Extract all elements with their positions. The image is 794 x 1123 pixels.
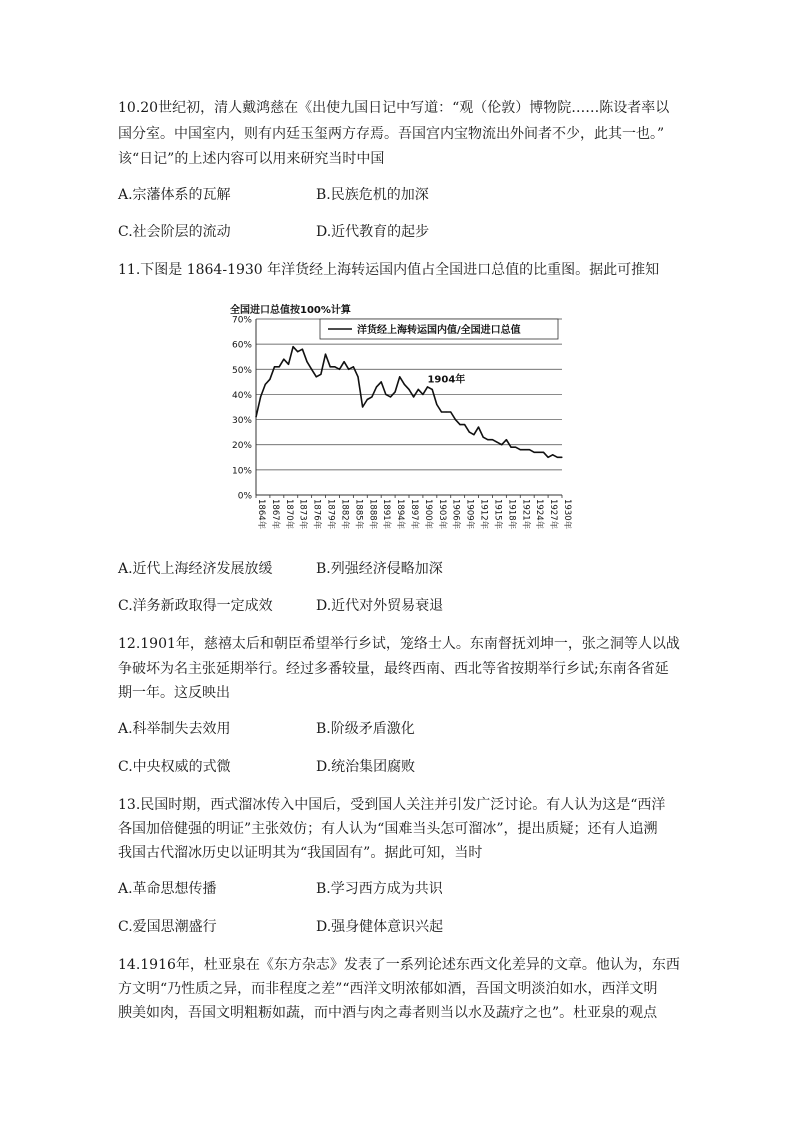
data-point-1873 [297,351,298,352]
data-point-1878 [320,374,321,375]
data-point-1913 [483,437,484,438]
data-point-1865 [260,396,261,397]
data-point-1922 [524,449,525,450]
data-point-1920 [515,447,516,448]
data-point-1929 [557,457,558,458]
x-tick-label: 1918年 [506,499,517,530]
q12-option-b: B.阶级矛盾激化 [316,721,415,737]
q10-option-d: D.近代教育的起步 [316,224,430,240]
data-point-1890 [376,386,377,387]
data-point-1885 [353,366,354,367]
data-point-1918 [506,439,507,440]
data-point-1874 [302,349,303,350]
x-tick-label: 1891年 [381,499,392,530]
data-point-1882 [339,369,340,370]
data-point-1898 [413,396,414,397]
data-point-1876 [311,369,312,370]
data-point-1905 [445,411,446,412]
q10-stem-line-3: 该“日记”的上述内容可以用来研究当时中国 [118,151,385,167]
data-point-1866 [265,384,266,385]
y-axis-tick-labels [232,316,252,502]
data-point-1883 [343,361,344,362]
x-tick-label: 1876年 [311,499,322,530]
data-point-1909 [464,424,465,425]
x-tick-label: 1870年 [283,499,294,530]
chart-title: 全国进口总值按100%计算 [230,305,351,316]
data-point-1886 [357,376,358,377]
data-point-1906 [450,411,451,412]
q12-stem-line-3: 期一年。这反映出 [118,685,230,701]
data-point-1919 [510,447,511,448]
q11-option-c: C.洋务新政取得一定成效 [118,598,273,614]
chart-legend [320,319,558,339]
data-point-1867 [269,379,270,380]
data-point-1889 [371,396,372,397]
q14-stem-line-3: 腴美如肉，吾国文明粗粝如蔬，而中酒与肉之毒者则当以水及蔬疗之也”。杜亚泉的观点 [118,1005,658,1021]
data-point-1930 [561,457,562,458]
data-point-1899 [418,389,419,390]
data-point-1904 [441,411,442,412]
data-point-1914 [487,439,488,440]
data-point-1869 [279,366,280,367]
x-tick-label: 1912年 [478,499,489,530]
data-point-1900 [422,394,423,395]
q13-option-c: C.爱国思潮盛行 [118,919,217,935]
q12-option-a: A.科举制失去效用 [118,721,231,737]
data-point-1921 [520,449,521,450]
q10-stem-line-1: 10.20世纪初，清人戴鸿慈在《出使九国日记中写道：“观（伦敦）博物院……陈设者率以 [118,100,670,116]
q10-stem-line-2: 国分室。中国室内，则有内廷玉玺两方存焉。吾国宫内宝物流出外间者不少，此其一也。” [118,126,665,142]
q13-option-b: B.学习西方成为共识 [316,881,443,897]
data-point-1916 [496,442,497,443]
q13-option-a: A.革命思想传播 [118,881,217,897]
q12-stem-line-2: 争破坏为名主张延期举行。经过多番较量，最终西南、西北等省按期举行乡试;东南各省延 [118,661,669,677]
y-tick-label: 0% [237,491,252,502]
data-point-1877 [316,376,317,377]
legend-label: 洋货经上海转运国内值/全国进口总值 [357,325,521,336]
data-point-1893 [390,396,391,397]
data-point-1891 [381,381,382,382]
q12-option-c: C.中央权威的式微 [118,759,231,775]
series-data-points [255,346,562,458]
x-tick-label: 1927年 [548,499,559,530]
x-axis-tick-labels [256,495,572,530]
data-point-1908 [459,424,460,425]
x-tick-label: 1930年 [562,499,572,530]
data-point-1923 [529,449,530,450]
x-tick-label: 1888年 [367,499,378,530]
data-point-1879 [325,354,326,355]
q13-stem-line-3: 我国古代溜冰历史以证明其为“我国固有”。据此可知，当时 [118,845,483,861]
data-point-1894 [394,391,395,392]
q13-option-d: D.强身健体意识兴起 [316,919,444,935]
q14-stem-line-1: 14.1916年，杜亚泉在《东方杂志》发表了一系列论述东西文化差异的文章。他认为，东西 [118,957,680,973]
data-point-1912 [478,427,479,428]
q13-stem-line-1: 13.民国时期，西式溜冰传入中国后，受到国人关注并引发广泛讨论。有人认为这是“西洋 [118,797,666,813]
data-point-1926 [543,452,544,453]
x-tick-label: 1879年 [325,499,336,530]
data-point-1871 [288,364,289,365]
data-point-1910 [469,432,470,433]
data-point-1925 [538,452,539,453]
x-tick-label: 1903年 [436,499,447,530]
x-tick-label: 1894年 [395,499,406,530]
data-point-1907 [455,419,456,420]
annotation-1904: 1904年 [427,374,466,386]
data-point-1870 [283,359,284,360]
q11-option-a: A.近代上海经济发展放缓 [118,561,273,577]
data-point-1881 [334,366,335,367]
x-tick-label: 1882年 [339,499,350,530]
q14-stem-line-2: 方文明“乃性质之异，而非程度之差”“西洋文明浓郁如酒，吾国文明淡泊如水，西洋文明 [118,981,658,997]
data-point-1902 [432,389,433,390]
data-point-1880 [330,366,331,367]
q11-option-b: B.列强经济侵略加深 [316,561,443,577]
y-tick-label: 30% [231,416,252,427]
import-share-line-chart [226,296,572,536]
data-point-1924 [534,452,535,453]
data-point-1915 [492,439,493,440]
q10-option-c: C.社会阶层的流动 [118,224,231,240]
data-point-1911 [473,434,474,435]
y-tick-label: 50% [231,365,252,376]
q11-option-d: D.近代对外贸易衰退 [316,598,444,614]
series-line-import-share [256,347,562,458]
q12-stem-line-1: 12.1901年，慈禧太后和朝臣希望举行乡试，笼络士人。东南督抚刘坤一，张之洞等人以战 [118,636,680,652]
x-tick-label: 1897年 [409,499,419,530]
data-point-1895 [399,376,400,377]
data-point-1884 [348,369,349,370]
data-point-1864 [255,416,256,417]
q11-stem-line-1: 11.下图是 1864-1930 年洋货经上海转运国内值占全国进口总值的比重图。据此可推知 [118,262,660,278]
x-tick-label: 1885年 [353,499,364,530]
q10-option-b: B.民族危机的加深 [316,187,429,203]
q12-option-d: D.统治集团腐败 [316,759,416,775]
data-point-1868 [274,366,275,367]
y-tick-label: 60% [231,340,252,351]
data-point-1887 [362,406,363,407]
y-tick-label: 20% [231,441,252,452]
x-tick-label: 1900年 [422,499,433,530]
data-point-1897 [408,389,409,390]
x-tick-label: 1864年 [256,499,266,530]
data-point-1892 [385,394,386,395]
data-point-1872 [292,346,293,347]
x-tick-label: 1909年 [464,499,475,530]
data-point-1901 [427,386,428,387]
x-tick-label: 1906年 [450,499,461,530]
data-point-1903 [436,404,437,405]
x-tick-label: 1873年 [297,499,308,530]
data-point-1928 [552,454,553,455]
x-tick-label: 1924年 [534,499,545,530]
data-point-1917 [501,444,502,445]
q10-option-a: A.宗藩体系的瓦解 [118,187,231,203]
x-tick-label: 1867年 [269,499,280,530]
x-tick-label: 1921年 [520,499,531,530]
data-point-1927 [547,457,548,458]
data-point-1888 [367,399,368,400]
q13-stem-line-2: 各国加倍健强的明证”主张效仿；有人认为“国难当头怎可溜冰”，提出质疑；还有人追溯 [118,821,658,837]
x-tick-label: 1915年 [492,499,503,530]
y-tick-label: 10% [231,466,252,477]
y-tick-label: 40% [231,390,252,401]
y-tick-label: 70% [231,315,252,326]
data-point-1875 [306,361,307,362]
data-point-1896 [404,384,405,385]
